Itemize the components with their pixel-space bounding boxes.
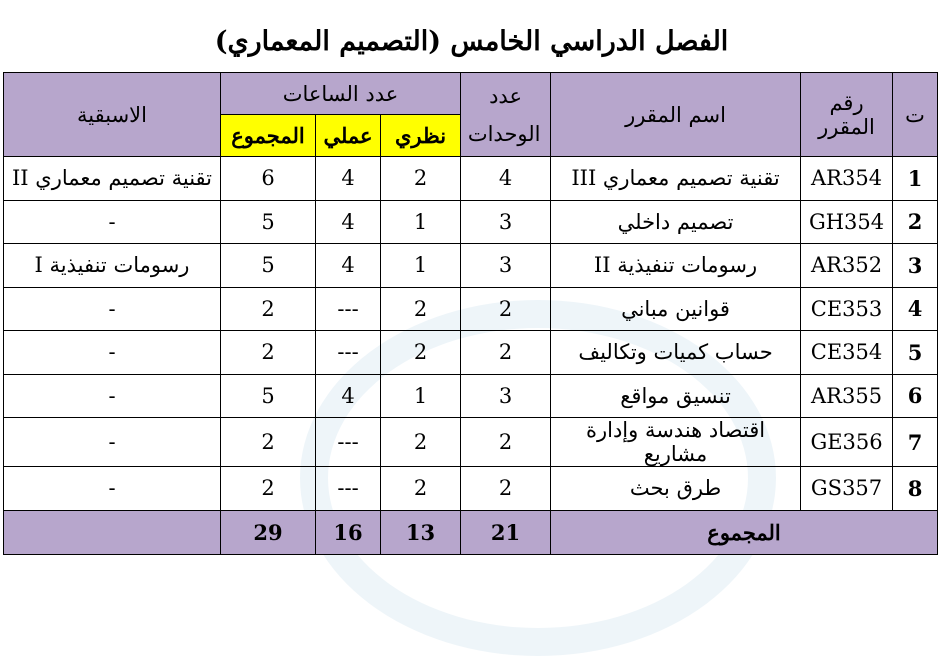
cell-total: 2 bbox=[221, 467, 316, 511]
cell-practical: 4 bbox=[316, 157, 381, 201]
cell-code: CE354 bbox=[801, 331, 893, 375]
header-prerequisite: الاسبقية bbox=[4, 73, 221, 157]
cell-total: 2 bbox=[221, 287, 316, 331]
cell-code: GS357 bbox=[801, 467, 893, 511]
cell-practical: --- bbox=[316, 467, 381, 511]
cell-name: رسومات تنفيذية II bbox=[551, 244, 801, 288]
cell-seq: 4 bbox=[893, 287, 938, 331]
cell-total: 5 bbox=[221, 244, 316, 288]
cell-units: 3 bbox=[461, 200, 551, 244]
cell-units: 2 bbox=[461, 331, 551, 375]
cell-total: 2 bbox=[221, 331, 316, 375]
cell-seq: 6 bbox=[893, 374, 938, 418]
cell-total: 5 bbox=[221, 200, 316, 244]
course-table bbox=[3, 72, 938, 555]
cell-code: AR355 bbox=[801, 374, 893, 418]
cell-prereq: - bbox=[4, 374, 221, 418]
cell-theory: 1 bbox=[381, 200, 461, 244]
cell-prereq: - bbox=[4, 467, 221, 511]
cell-theory: 1 bbox=[381, 374, 461, 418]
cell-name: طرق بحث bbox=[551, 467, 801, 511]
cell-theory: 2 bbox=[381, 157, 461, 201]
cell-theory: 2 bbox=[381, 418, 461, 467]
cell-theory: 1 bbox=[381, 244, 461, 288]
cell-prereq: تقنية تصميم معماري II bbox=[4, 157, 221, 201]
cell-practical: --- bbox=[316, 287, 381, 331]
cell-name: اقتصاد هندسة وإدارة مشاريع bbox=[551, 418, 801, 467]
cell-units: 4 bbox=[461, 157, 551, 201]
footer-label: المجموع bbox=[551, 510, 938, 554]
cell-seq: 7 bbox=[893, 418, 938, 467]
cell-code: AR352 bbox=[801, 244, 893, 288]
footer-practical: 16 bbox=[316, 510, 381, 554]
cell-seq: 8 bbox=[893, 467, 938, 511]
header-seq: ت bbox=[893, 73, 938, 157]
table-row bbox=[4, 200, 938, 244]
header-units-label: عدد الوحدات bbox=[467, 83, 541, 146]
cell-units: 2 bbox=[461, 467, 551, 511]
cell-seq: 1 bbox=[893, 157, 938, 201]
cell-units: 2 bbox=[461, 418, 551, 467]
cell-theory: 2 bbox=[381, 467, 461, 511]
header-theory: نظري bbox=[381, 115, 461, 157]
cell-code: AR354 bbox=[801, 157, 893, 201]
cell-prereq: - bbox=[4, 418, 221, 467]
cell-prereq: رسومات تنفيذية I bbox=[4, 244, 221, 288]
header-units bbox=[461, 73, 551, 157]
cell-name: حساب كميات وتكاليف bbox=[551, 331, 801, 375]
page-title: الفصل الدراسي الخامس (التصميم المعماري) bbox=[214, 26, 729, 57]
cell-seq: 5 bbox=[893, 331, 938, 375]
header-course-name: اسم المقرر bbox=[551, 73, 801, 157]
footer-units: 21 bbox=[461, 510, 551, 554]
cell-code: GE356 bbox=[801, 418, 893, 467]
cell-code: CE353 bbox=[801, 287, 893, 331]
cell-units: 2 bbox=[461, 287, 551, 331]
table-row bbox=[4, 244, 938, 288]
cell-name: قوانين مباني bbox=[551, 287, 801, 331]
cell-name: تنسيق مواقع bbox=[551, 374, 801, 418]
cell-theory: 2 bbox=[381, 331, 461, 375]
header-hours: عدد الساعات bbox=[221, 73, 461, 115]
cell-name: تقنية تصميم معماري III bbox=[551, 157, 801, 201]
header-total: المجموع bbox=[221, 115, 316, 157]
cell-total: 6 bbox=[221, 157, 316, 201]
cell-code: GH354 bbox=[801, 200, 893, 244]
footer-theory: 13 bbox=[381, 510, 461, 554]
cell-seq: 3 bbox=[893, 244, 938, 288]
cell-theory: 2 bbox=[381, 287, 461, 331]
header-course-code: رقم المقرر bbox=[801, 73, 893, 157]
table-row bbox=[4, 157, 938, 201]
footer-total: 29 bbox=[221, 510, 316, 554]
table-row bbox=[4, 467, 938, 511]
cell-practical: --- bbox=[316, 418, 381, 467]
header-practical: عملي bbox=[316, 115, 381, 157]
cell-prereq: - bbox=[4, 200, 221, 244]
table-row bbox=[4, 287, 938, 331]
cell-practical: 4 bbox=[316, 200, 381, 244]
cell-prereq: - bbox=[4, 331, 221, 375]
cell-practical: 4 bbox=[316, 374, 381, 418]
cell-practical: 4 bbox=[316, 244, 381, 288]
cell-practical: --- bbox=[316, 331, 381, 375]
table-row bbox=[4, 418, 938, 467]
cell-units: 3 bbox=[461, 374, 551, 418]
table-row bbox=[4, 331, 938, 375]
cell-name: تصميم داخلي bbox=[551, 200, 801, 244]
footer-prerequisite bbox=[4, 510, 221, 554]
table-row bbox=[4, 374, 938, 418]
cell-total: 2 bbox=[221, 418, 316, 467]
cell-seq: 2 bbox=[893, 200, 938, 244]
cell-prereq: - bbox=[4, 287, 221, 331]
cell-total: 5 bbox=[221, 374, 316, 418]
cell-units: 3 bbox=[461, 244, 551, 288]
